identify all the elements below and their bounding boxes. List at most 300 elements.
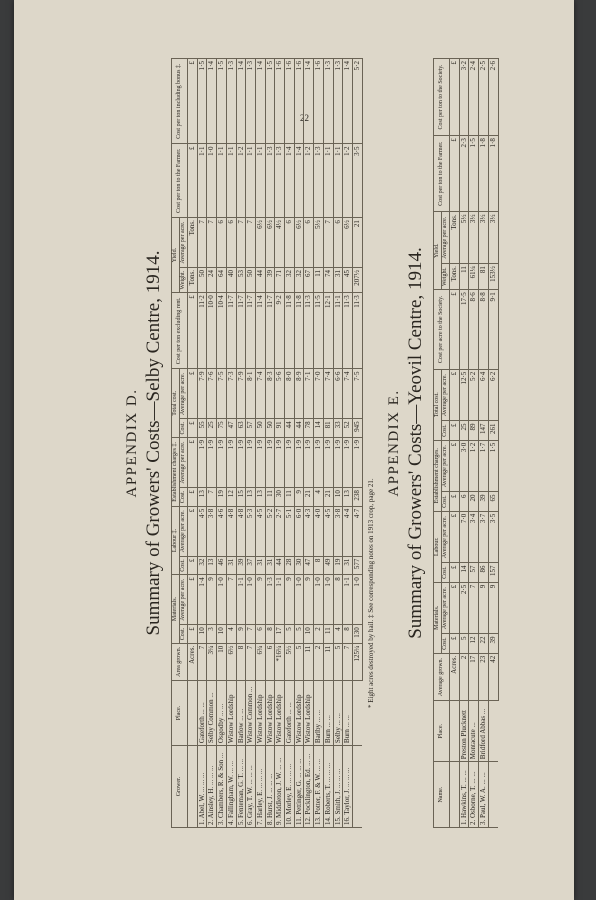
cell-est-cost: 6 [459,492,469,511]
cell-ctf: 1·1 [255,144,265,218]
total-lab-avg: 3·5 [488,511,498,563]
cell-tot-cost: 50 [255,419,265,438]
cell-weight: 50 [246,268,256,293]
cell-lab-cost: 8 [314,556,324,575]
cell-est-cost: 21 [323,488,333,507]
total-yavg: 3½ [488,212,498,264]
unit-cell: £ [188,293,198,369]
cell-lab-avg: 2·7 [275,506,285,556]
appendix-d-body [188,59,363,828]
cell-ctb: 1·4 [207,59,217,144]
table-row [207,59,217,828]
cell-ctf: 1·3 [314,144,324,218]
cell-ctb: 1·5 [217,59,227,144]
cell-area: 2 [314,643,324,680]
cell-ctr: 10·0 [207,293,217,369]
sub-cost: Cost. [180,419,188,438]
cell-est-avg: 1·9 [343,438,353,488]
cell-name: 1. Hawkins, T. ... ... [459,762,469,828]
unit-cell: £ [188,59,198,144]
cell-lab-cost: 86 [479,563,489,582]
cell-mat-cost: 5 [294,625,304,644]
cell-weight: 50 [197,268,207,293]
cell-lab-avg: 5·2 [265,506,275,556]
cell-ctf: 1·1 [333,144,343,218]
cell-lab-avg: 3·8 [207,506,217,556]
cell-grower: 3. Chambers, R. & Son ... [217,746,227,828]
col-cost-per-ton-rent: Cost per ton excluding rent. [172,293,188,369]
table-row [294,59,304,828]
total-cpa: 9·1 [488,290,498,370]
cell-place: Wistow Lordship [294,680,304,745]
cell-weight: 81 [479,264,489,290]
cell-place: Burn ... ... [323,680,333,745]
unit-cell: £ [450,440,460,492]
cell-tot-cost: 14 [314,419,324,438]
unit-cell: £ [188,556,198,575]
unit-cell: £ [450,511,460,563]
cell-tot-cost: 25 [459,421,469,440]
col-area: Average grown. [434,653,450,701]
cell-mat-cost: 9 [236,625,246,644]
cell-ctf: 1·4 [294,144,304,218]
col-area: Area grown. [172,643,188,680]
cell-yavg: 7 [246,218,256,268]
cell-tot-cost: 44 [294,419,304,438]
table-row [236,59,246,828]
cell-area: 8 [236,643,246,680]
cell-area: 6½ [226,643,236,680]
cell-ctf: 1·4 [285,144,295,218]
unit-cell: £ [188,419,198,438]
total-area: 42 [488,653,498,701]
cell-yavg: 6½ [343,218,353,268]
cell-lab-avg: 7·0 [459,511,469,563]
cell-place: Osgodby ... ... [217,680,227,745]
cell-mat-avg: 9 [285,575,295,625]
total-lab-avg: 4·7 [352,506,362,556]
cell-lab-cost: 14 [459,563,469,582]
unit-cell: £ [188,506,198,556]
cell-weight: 45 [343,268,353,293]
appendix-e-body [450,59,499,828]
cell-place: Burn ... ... [343,680,353,745]
total-blank-cell [352,746,362,828]
total-tot-avg: 6·2 [488,369,498,421]
cell-ctr: 11·2 [197,293,207,369]
cell-est-avg: 1·9 [246,438,256,488]
cell-est-cost: 12 [226,488,236,507]
unit-cell: Tons. [188,268,198,293]
cell-ctr: 10·4 [217,293,227,369]
cell-cpa: 8·8 [479,290,489,370]
total-ctf: 1·8 [488,136,498,212]
cell-est-avg: 1·9 [333,438,343,488]
col-place: Place. [172,680,188,745]
cell-lab-avg: 6·0 [294,506,304,556]
cell-yavg: 6½ [255,218,265,268]
cell-est-cost: 30 [275,488,285,507]
cell-mat-avg: 1·0 [323,575,333,625]
cell-tot-cost: 78 [304,419,314,438]
units-row [188,59,198,828]
cell-ctr: 11·1 [333,293,343,369]
cell-grower: 6. Gray, T. W. ... ... ... [246,746,256,828]
sub-weight: Weight. [180,268,188,293]
cell-ctr: 11·7 [236,293,246,369]
cell-place: Wistow Lordship [265,680,275,745]
cell-mat-avg: 9 [255,575,265,625]
cell-lab-avg: 5·3 [246,506,256,556]
cell-est-cost: 13 [343,488,353,507]
cell-weight: 61¼ [469,264,479,290]
cell-lab-cost: 31 [265,556,275,575]
cell-lab-cost: 13 [207,556,217,575]
cell-mat-avg: 1·0 [246,575,256,625]
cell-place: Preston Plucknett [459,701,469,762]
cell-area: 5 [333,643,343,680]
cell-lab-avg: 4·5 [197,506,207,556]
cell-place: Wistow Lordship [226,680,236,745]
total-weight: 207½ [352,268,362,293]
cell-mat-cost: 10 [197,625,207,644]
cell-lab-avg: 5·1 [285,506,295,556]
cell-place: Montacute ... [469,701,479,762]
cell-ctf: 1·1 [323,144,333,218]
unit-cell: £ [188,488,198,507]
cell-lab-cost: 31 [226,556,236,575]
table-row [226,59,236,828]
cell-yavg: 6 [285,218,295,268]
cell-area: 5½ [285,643,295,680]
cell-lab-cost: 44 [275,556,285,575]
cell-tot-cost: 81 [323,419,333,438]
cell-ctf: 1·2 [236,144,246,218]
total-mat-avg: 1·0 [352,575,362,625]
cell-grower: 16. Taylor, J. ... ... ... [343,746,353,828]
cell-place: Wistow Lordship [255,680,265,745]
cell-ctr: 11·8 [285,293,295,369]
cell-lab-avg: 4·5 [323,506,333,556]
cell-ctf: 2·3 [459,136,469,212]
cell-ctb: 1·4 [255,59,265,144]
cell-lab-cost: 19 [333,556,343,575]
cell-ctb: 1·4 [343,59,353,144]
cell-mat-cost: 5 [459,634,469,653]
cell-ctr: 11·5 [314,293,324,369]
cell-mat-cost: 6 [255,625,265,644]
appendix-d-label: APPENDIX D. [124,388,140,498]
cell-tot-avg: 12·5 [459,369,469,421]
cell-tot-avg: 6·4 [479,369,489,421]
cell-mat-cost: 10 [304,625,314,644]
cell-tot-avg: 7·1 [304,369,314,419]
sub-cost: Cost. [180,625,188,644]
cell-mat-cost: 4 [333,625,343,644]
cell-lab-cost: 47 [304,556,314,575]
table-row [343,59,353,828]
total-tot-avg: 7·5 [352,369,362,419]
appendix-e-section [386,58,596,828]
cell-ctf: 1·1 [226,144,236,218]
cell-yavg: 3½ [479,212,489,264]
cell-tot-avg: 5·6 [275,369,285,419]
cell-ctr: 11·4 [255,293,265,369]
cell-grower: 5. Fenteman, G. T. ... ... [236,746,246,828]
table-row [459,59,469,828]
cell-ctb: 1·6 [275,59,285,144]
sub-cost: Cost. [442,492,450,511]
cell-place: Selby Common ... [207,680,217,745]
unit-cell: Acres. [450,653,460,701]
cell-ctb: 1·3 [323,59,333,144]
cell-mat-cost: 2 [314,625,324,644]
total-area: 125¼ [352,643,362,680]
total-tot-cost: 945 [352,419,362,438]
sub-avg: Average per acre. [180,218,188,268]
appendix-e-table [433,58,499,828]
cell-ctb: 1·5 [197,59,207,144]
cell-tot-cost: 50 [265,419,275,438]
cell-tot-cost: 55 [197,419,207,438]
cell-area: 10 [217,643,227,680]
cell-area: 6 [265,643,275,680]
cell-yavg: 7 [236,218,246,268]
appendix-e-label: APPENDIX E. [386,389,402,497]
cell-ctr: 11·3 [343,293,353,369]
cell-mat-avg: 1·1 [275,575,285,625]
cell-tot-avg: 7·6 [207,369,217,419]
cell-weight: 67 [304,268,314,293]
cell-ctf: 1·1 [217,144,227,218]
table-row [265,59,275,828]
units-row [450,59,460,828]
cell-yavg: 5½ [459,212,469,264]
cell-area: 11 [304,643,314,680]
cell-mat-avg: 9 [207,575,217,625]
cell-est-cost: 19 [217,488,227,507]
cell-name: 2. Osborne, T. ... ... [469,762,479,828]
cell-weight: 31 [333,268,343,293]
cell-mat-avg: 9 [304,575,314,625]
sub-avg: Average per acre. [180,575,188,625]
cell-ctb: 1·4 [236,59,246,144]
cell-grower: 11. Pettinger, G. ... ... ... [294,746,304,828]
cell-tot-avg: 6·6 [333,369,343,419]
total-row [488,59,498,828]
cell-mat-avg: 1·0 [314,575,324,625]
unit-cell: Acres. [188,643,198,680]
cell-yavg: 3½ [469,212,479,264]
unit-cell: £ [188,144,198,218]
cell-ctf: 1·1 [197,144,207,218]
cell-lab-cost: 39 [236,556,246,575]
cell-weight: 64 [217,268,227,293]
cell-ctr: 11·7 [246,293,256,369]
sub-weight: Weight. [442,264,450,290]
cell-tot-avg: 5·2 [469,369,479,421]
sub-avg: Average per acre. [180,506,188,556]
sub-cost: Cost. [180,488,188,507]
cell-weight: 32 [285,268,295,293]
cell-est-avg: 1·9 [197,438,207,488]
cell-ctr: 11·8 [294,293,304,369]
cell-mat-cost: 17 [275,625,285,644]
cell-tot-cost: 52 [343,419,353,438]
cell-area: 7 [343,643,353,680]
cell-grower: 14. Roberts, T. ... ... ... [323,746,333,828]
cell-lab-avg: 4·8 [226,506,236,556]
cell-area: 7 [197,643,207,680]
cell-mat-avg: 2·5 [459,582,469,634]
cell-tot-avg: 7·9 [197,369,207,419]
table-row [333,59,343,828]
cell-lab-cost: 46 [217,556,227,575]
cell-yavg: 7 [197,218,207,268]
col-cost-per-ton-society: Cost per ton to the Society. [434,59,450,136]
sub-avg: Average per acre. [180,369,188,419]
cell-est-cost: 15 [236,488,246,507]
cell-yavg: 7 [323,218,333,268]
document-page [14,0,574,900]
unit-cell: £ [188,369,198,419]
cell-cts: 2·4 [469,59,479,136]
table-row [323,59,333,828]
cell-lab-cost: 37 [246,556,256,575]
cell-mat-cost: 11 [323,625,333,644]
cell-lab-cost: 49 [323,556,333,575]
cell-ctr: 11·3 [304,293,314,369]
cell-lab-cost: 30 [294,556,304,575]
cell-est-cost: 39 [479,492,489,511]
cell-tot-avg: 7·4 [323,369,333,419]
page-number: 22 [300,113,309,123]
cell-mat-avg: 9 [479,582,489,634]
total-mat-cost: 39 [488,634,498,653]
cell-tot-avg: 8·3 [265,369,275,419]
cell-name: 3. Paul, W. A. ... ... [479,762,489,828]
appendix-d-footnote: * Eight acres destroyed by hail. ‡ See corresponding notes on 1913 crop, page 21. [366,478,375,708]
appendix-d-table [171,58,363,828]
cell-tot-cost: 75 [217,419,227,438]
cell-ctf: 1·1 [246,144,256,218]
cell-yavg: 5½ [314,218,324,268]
cell-area: 5 [294,643,304,680]
cell-tot-avg: 7·0 [314,369,324,419]
unit-cell: £ [450,290,460,370]
col-labour: Labour ‡. [172,506,180,575]
total-blank-cell [352,680,362,745]
cell-lab-avg: 4·5 [255,506,265,556]
total-ctf: 3·5 [352,144,362,218]
cell-place: Wistow Lordship [304,680,314,745]
cell-grower: 9. Middleton, J. W. ... ... [275,746,285,828]
sub-avg: Average per acre. [442,369,450,421]
cell-est-cost: 11 [285,488,295,507]
cell-tot-avg: 7·5 [217,369,227,419]
col-labour: Labour. [434,511,442,582]
cell-ctf: 1·3 [275,144,285,218]
sub-cost: Cost. [442,634,450,653]
cell-cpa: 17·5 [459,290,469,370]
cell-ctb: 1·3 [246,59,256,144]
cell-est-avg: 1·9 [217,438,227,488]
cell-est-cost: 11 [265,488,275,507]
col-cost-per-acre-society: Cost per acre to the Society. [434,290,450,370]
cell-mat-cost: 8 [343,625,353,644]
cell-ctf: 1·2 [304,144,314,218]
cell-mat-cost: 3 [207,625,217,644]
appendix-d-title: Summary of Growers' Costs—Selby Centre, 1914. [143,250,164,636]
cell-tot-cost: 57 [246,419,256,438]
cell-mat-cost: 10 [217,625,227,644]
cell-est-cost: 20 [469,492,479,511]
cell-ctf: 1·2 [343,144,353,218]
cell-mat-cost: 8 [265,625,275,644]
cell-mat-avg: 8 [333,575,343,625]
cell-weight: 71 [275,268,285,293]
col-establishment: Establishment charges ‡. [172,438,180,507]
cell-grower: 13. Potter, F. & W. ... ... [314,746,324,828]
col-cost-per-ton-bonus: Cost per ton including bonus ‡. [172,59,188,144]
cell-mat-avg: 7 [226,575,236,625]
cell-area: 2 [459,653,469,701]
cell-weight: 11 [459,264,469,290]
cell-est-cost: 13 [246,488,256,507]
total-tot-cost: 261 [488,421,498,440]
total-cts: 2·6 [488,59,498,136]
cell-place: Barlow ... ... [236,680,246,745]
cell-ctb: 1·6 [285,59,295,144]
cell-mat-cost: 7 [246,625,256,644]
cell-lab-cost: 31 [255,556,265,575]
cell-place: Selby ... ... [333,680,343,745]
unit-cell: £ [450,582,460,634]
total-est-cost: 65 [488,492,498,511]
cell-ctr: 9·2 [275,293,285,369]
col-materials: Materials. [172,575,180,644]
cell-place: Wistow Common ... [246,680,256,745]
cell-est-cost: 9 [294,488,304,507]
cell-lab-avg: 3·8 [333,506,343,556]
cell-ctb: 1·3 [226,59,236,144]
sub-cost: Cost. [442,421,450,440]
cell-est-avg: 1·9 [285,438,295,488]
table-row [246,59,256,828]
total-blank-cell [488,701,498,762]
total-est-avg: 1·5 [488,440,498,492]
cell-ctr: 11·7 [226,293,236,369]
cell-tot-avg: 8·0 [285,369,295,419]
cell-weight: 74 [323,268,333,293]
total-blank-cell [488,762,498,828]
cell-est-avg: 1·9 [236,438,246,488]
cell-place: Gateforth ... ... [197,680,207,745]
cell-weight: 32 [294,268,304,293]
sub-avg: Average per acre. [442,582,450,634]
cell-grower: 10. Morley, E. ... ... ... [285,746,295,828]
cell-lab-cost: 31 [343,556,353,575]
unit-cell: Tons. [188,218,198,268]
col-grower: Grower. [172,746,188,828]
cell-mat-cost: 4 [226,625,236,644]
cell-weight: 39 [265,268,275,293]
cell-area: *16¼ [275,643,285,680]
cell-tot-avg: 8·9 [294,369,304,419]
unit-cell: £ [188,438,198,488]
cell-est-avg: 1·9 [275,438,285,488]
cell-mat-avg: 1·0 [294,575,304,625]
